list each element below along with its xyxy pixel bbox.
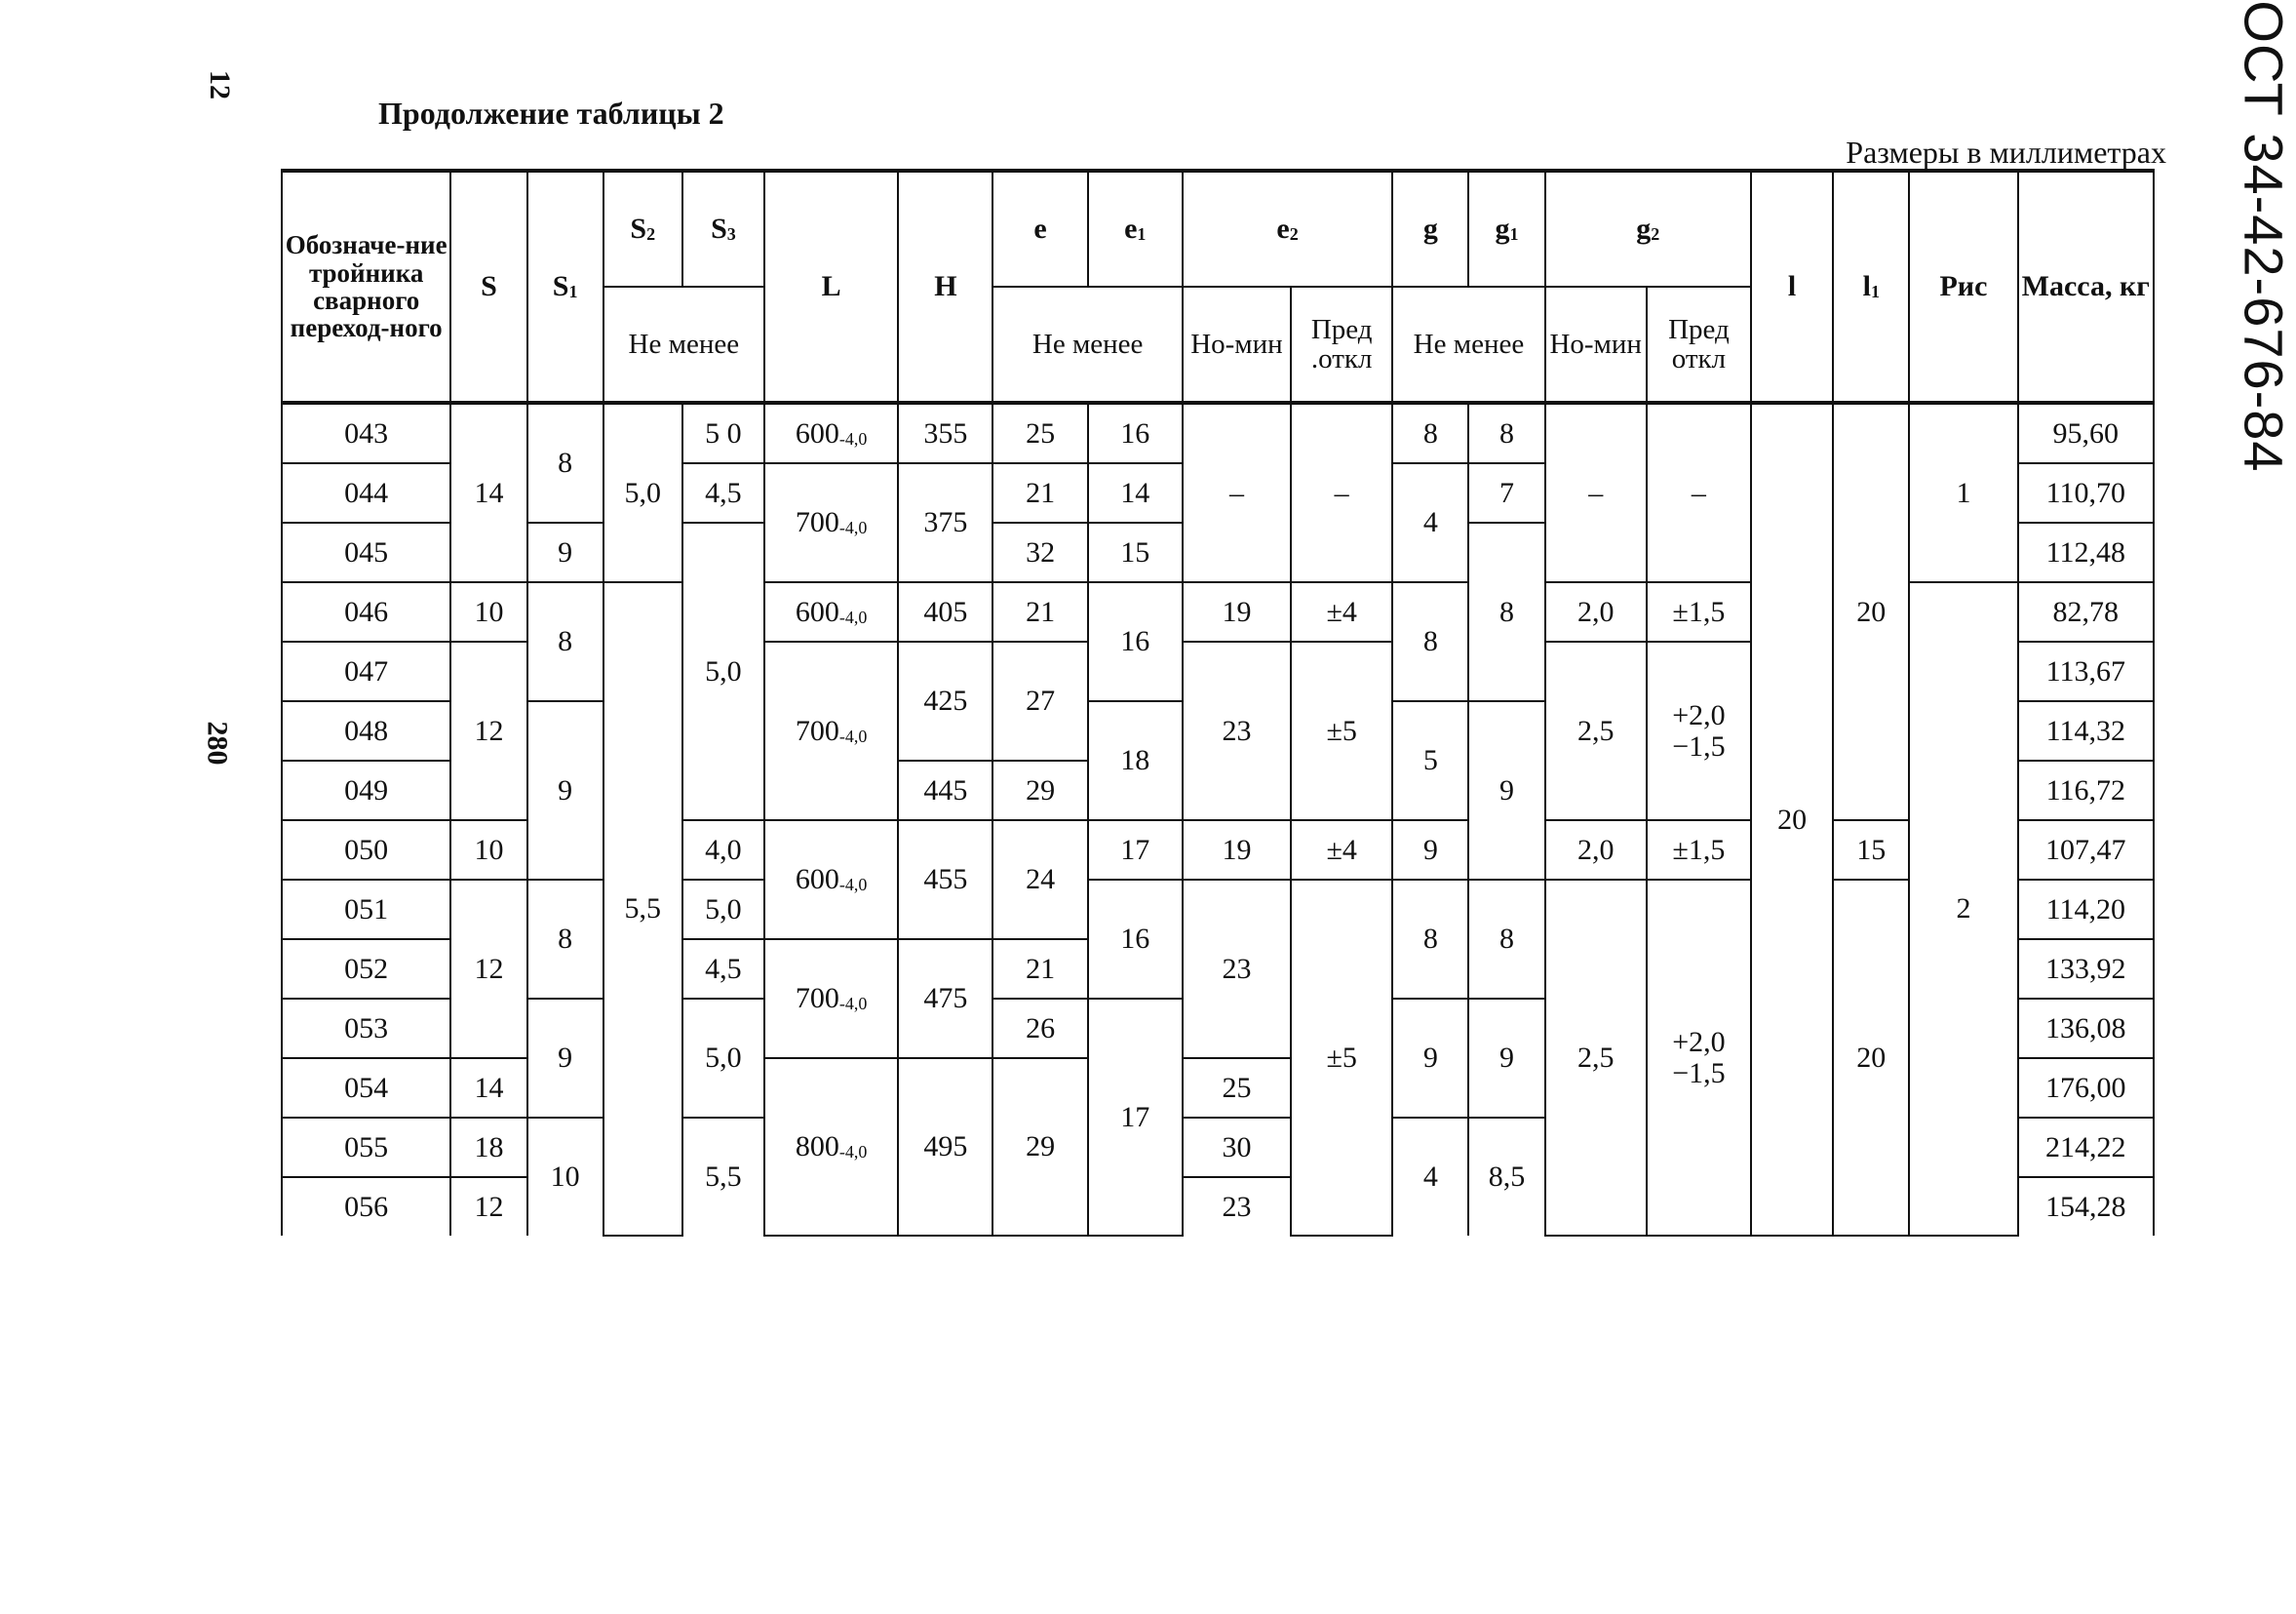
g1-cell: 8 [1468, 523, 1544, 701]
s3-cell: 5,5 [682, 1118, 764, 1236]
header-s-not-less: Не менее [603, 287, 764, 403]
e2-nominal-cell: 19 [1183, 582, 1291, 642]
mass-cell: 116,72 [2018, 761, 2154, 820]
designation-cell: 054 [282, 1058, 450, 1118]
g-cell: 4 [1392, 1118, 1468, 1236]
table-caption: Продолжение таблицы 2 [378, 96, 724, 131]
designation-cell: 045 [282, 523, 450, 582]
l-cell: $700_{-4,0}$ [764, 939, 898, 1058]
header-g1: $g_1$ [1468, 171, 1544, 287]
g1-cell: 9 [1468, 999, 1544, 1118]
s-cell: 10 [450, 582, 526, 642]
e1-cell: 16 [1088, 582, 1183, 701]
e-cell: 21 [992, 582, 1087, 642]
g1-cell: 8 [1468, 880, 1544, 999]
g2-nominal-cell: 2,5 [1545, 642, 1647, 820]
header-e2-deviation: Пред .откл [1291, 287, 1392, 403]
designation-cell: 044 [282, 463, 450, 523]
h-cell: 355 [898, 403, 992, 463]
designation-cell: 048 [282, 701, 450, 761]
s1-cell: 8 [527, 582, 603, 701]
g2-nominal-cell: – [1545, 403, 1647, 582]
s1-cell: 8 [527, 403, 603, 523]
s-cell: 14 [450, 1058, 526, 1118]
e2-nominal-cell: 23 [1183, 642, 1291, 820]
e2-nominal-cell: – [1183, 403, 1291, 582]
mass-cell: 107,47 [2018, 820, 2154, 880]
designation-cell: 052 [282, 939, 450, 999]
mass-cell: 136,08 [2018, 999, 2154, 1058]
figure-cell: 2 [1909, 582, 2017, 1236]
mass-cell: 133,92 [2018, 939, 2154, 999]
g2-deviation-cell: ±1,5 [1647, 582, 1751, 642]
l-length-cell: 20 [1751, 403, 1833, 1236]
e1-cell: 14 [1088, 463, 1183, 523]
mass-cell: 154,28 [2018, 1177, 2154, 1236]
e2-deviation-cell: ±5 [1291, 642, 1392, 820]
g-cell: 8 [1392, 403, 1468, 463]
designation-cell: 051 [282, 880, 450, 939]
table-row [282, 880, 2154, 939]
g2-deviation-cell: – [1647, 403, 1751, 582]
h-cell: 375 [898, 463, 992, 582]
header-g2-deviation: Пред откл [1647, 287, 1751, 403]
e2-nominal-cell: 30 [1183, 1118, 1291, 1177]
e-cell: 29 [992, 761, 1087, 820]
s3-cell: 4,5 [682, 939, 764, 999]
l-cell: $800_{-4,0}$ [764, 1058, 898, 1236]
e-cell: 29 [992, 1058, 1087, 1236]
e2-deviation-cell: ±5 [1291, 880, 1392, 1236]
s1-cell: 9 [527, 999, 603, 1118]
mass-cell: 214,22 [2018, 1118, 2154, 1177]
page-number: 12 [204, 70, 236, 99]
e2-deviation-cell: ±4 [1291, 582, 1392, 642]
mass-cell: 114,32 [2018, 701, 2154, 761]
designation-cell: 055 [282, 1118, 450, 1177]
e1-cell: 16 [1088, 880, 1183, 999]
page-number-side: 280 [201, 721, 234, 766]
g2-deviation-cell: +2,0 −1,5 [1647, 642, 1751, 820]
s3-cell: 5,0 [682, 523, 764, 820]
header-S1: $S_1$ [527, 171, 603, 403]
e2-deviation-cell: – [1291, 403, 1392, 582]
table-row [282, 403, 2154, 463]
header-S3: $S_3$ [682, 171, 764, 287]
e-cell: 32 [992, 523, 1087, 582]
g1-cell: 8,5 [1468, 1118, 1544, 1236]
header-e1: $e_1$ [1088, 171, 1183, 287]
g1-cell: 7 [1468, 463, 1544, 523]
h-cell: 475 [898, 939, 992, 1058]
designation-cell: 049 [282, 761, 450, 820]
header-l1: $l_1$ [1833, 171, 1909, 403]
header-S2: $S_2$ [603, 171, 682, 287]
e2-nominal-cell: 23 [1183, 1177, 1291, 1236]
s3-cell: 5,0 [682, 880, 764, 939]
g1-cell: 9 [1468, 701, 1544, 880]
mass-cell: 95,60 [2018, 403, 2154, 463]
header-designation: Обозначе-ние тройника сварного переход-ного [282, 171, 450, 403]
h-cell: 425 [898, 642, 992, 761]
g-cell: 9 [1392, 820, 1468, 880]
s1-cell: 8 [527, 880, 603, 999]
mass-cell: 114,20 [2018, 880, 2154, 939]
designation-cell: 047 [282, 642, 450, 701]
s-cell: 12 [450, 1177, 526, 1236]
l-cell: $700_{-4,0}$ [764, 642, 898, 820]
l-cell: $600_{-4,0}$ [764, 820, 898, 939]
s3-cell: 5 0 [682, 403, 764, 463]
units-note: Размеры в миллиметрах [1846, 135, 2166, 170]
g-cell: 5 [1392, 701, 1468, 820]
header-e2-nominal: Но-мин [1183, 287, 1291, 403]
s1-cell: 9 [527, 701, 603, 880]
s3-cell: 4,0 [682, 820, 764, 880]
header-mass: Масса, кг [2018, 171, 2154, 403]
g-cell: 8 [1392, 582, 1468, 701]
header-g-not-less: Не менее [1392, 287, 1544, 403]
document-code: ОСТ 34-42-676-84 [2233, 0, 2295, 473]
g2-nominal-cell: 2,5 [1545, 880, 1647, 1236]
e-cell: 25 [992, 403, 1087, 463]
header-g2: $g_2$ [1545, 171, 1751, 287]
g2-deviation-cell: +2,0 −1,5 [1647, 880, 1751, 1236]
mass-cell: 110,70 [2018, 463, 2154, 523]
e1-cell: 18 [1088, 701, 1183, 820]
designation-cell: 053 [282, 999, 450, 1058]
e-cell: 27 [992, 642, 1087, 761]
g-cell: 4 [1392, 463, 1468, 582]
e-cell: 24 [992, 820, 1087, 939]
s1-cell: 9 [527, 523, 603, 582]
e1-cell: 17 [1088, 999, 1183, 1236]
l1-cell: 20 [1833, 880, 1909, 1236]
designation-cell: 050 [282, 820, 450, 880]
header-g2-nominal: Но-мин [1545, 287, 1647, 403]
mass-cell: 113,67 [2018, 642, 2154, 701]
s2-cell: 5,0 [603, 403, 682, 582]
l-cell: $600_{-4,0}$ [764, 582, 898, 642]
s-cell: 12 [450, 880, 526, 1058]
e-cell: 26 [992, 999, 1087, 1058]
s3-cell: 4,5 [682, 463, 764, 523]
g-cell: 9 [1392, 999, 1468, 1118]
g2-nominal-cell: 2,0 [1545, 820, 1647, 880]
header-l: l [1751, 171, 1833, 403]
g1-cell: 8 [1468, 403, 1544, 463]
e-cell: 21 [992, 939, 1087, 999]
header-figure: Рис [1909, 171, 2017, 403]
h-cell: 405 [898, 582, 992, 642]
e1-cell: 15 [1088, 523, 1183, 582]
s2-cell: 5,5 [603, 582, 682, 1236]
h-cell: 445 [898, 761, 992, 820]
e2-nominal-cell: 25 [1183, 1058, 1291, 1118]
header-e-not-less: Не менее [992, 287, 1182, 403]
s3-cell: 5,0 [682, 999, 764, 1118]
header-H: H [898, 171, 992, 403]
e1-cell: 16 [1088, 403, 1183, 463]
e2-nominal-cell: 19 [1183, 820, 1291, 880]
header-e2: $e_2$ [1183, 171, 1392, 287]
mass-cell: 112,48 [2018, 523, 2154, 582]
header-g: g [1392, 171, 1468, 287]
g2-deviation-cell: ±1,5 [1647, 820, 1751, 880]
e2-deviation-cell: ±4 [1291, 820, 1392, 880]
h-cell: 455 [898, 820, 992, 939]
s-cell: 18 [450, 1118, 526, 1177]
l-cell: $600_{-4,0}$ [764, 403, 898, 463]
g-cell: 8 [1392, 880, 1468, 999]
header-L: L [764, 171, 898, 403]
e1-cell: 17 [1088, 820, 1183, 880]
mass-cell: 176,00 [2018, 1058, 2154, 1118]
e-cell: 21 [992, 463, 1087, 523]
figure-cell: 1 [1909, 403, 2017, 582]
s-cell: 12 [450, 642, 526, 820]
g2-nominal-cell: 2,0 [1545, 582, 1647, 642]
e2-nominal-cell: 23 [1183, 880, 1291, 1058]
mass-cell: 82,78 [2018, 582, 2154, 642]
h-cell: 495 [898, 1058, 992, 1236]
l-cell: $700_{-4,0}$ [764, 463, 898, 582]
designation-cell: 056 [282, 1177, 450, 1236]
s-cell: 14 [450, 403, 526, 582]
s-cell: 10 [450, 820, 526, 880]
s1-cell: 10 [527, 1118, 603, 1236]
dimensions-table [281, 169, 2155, 1237]
header-S: S [450, 171, 526, 403]
l1-cell: 15 [1833, 820, 1909, 880]
designation-cell: 043 [282, 403, 450, 463]
designation-cell: 046 [282, 582, 450, 642]
l1-cell: 20 [1833, 403, 1909, 820]
header-e: e [992, 171, 1087, 287]
